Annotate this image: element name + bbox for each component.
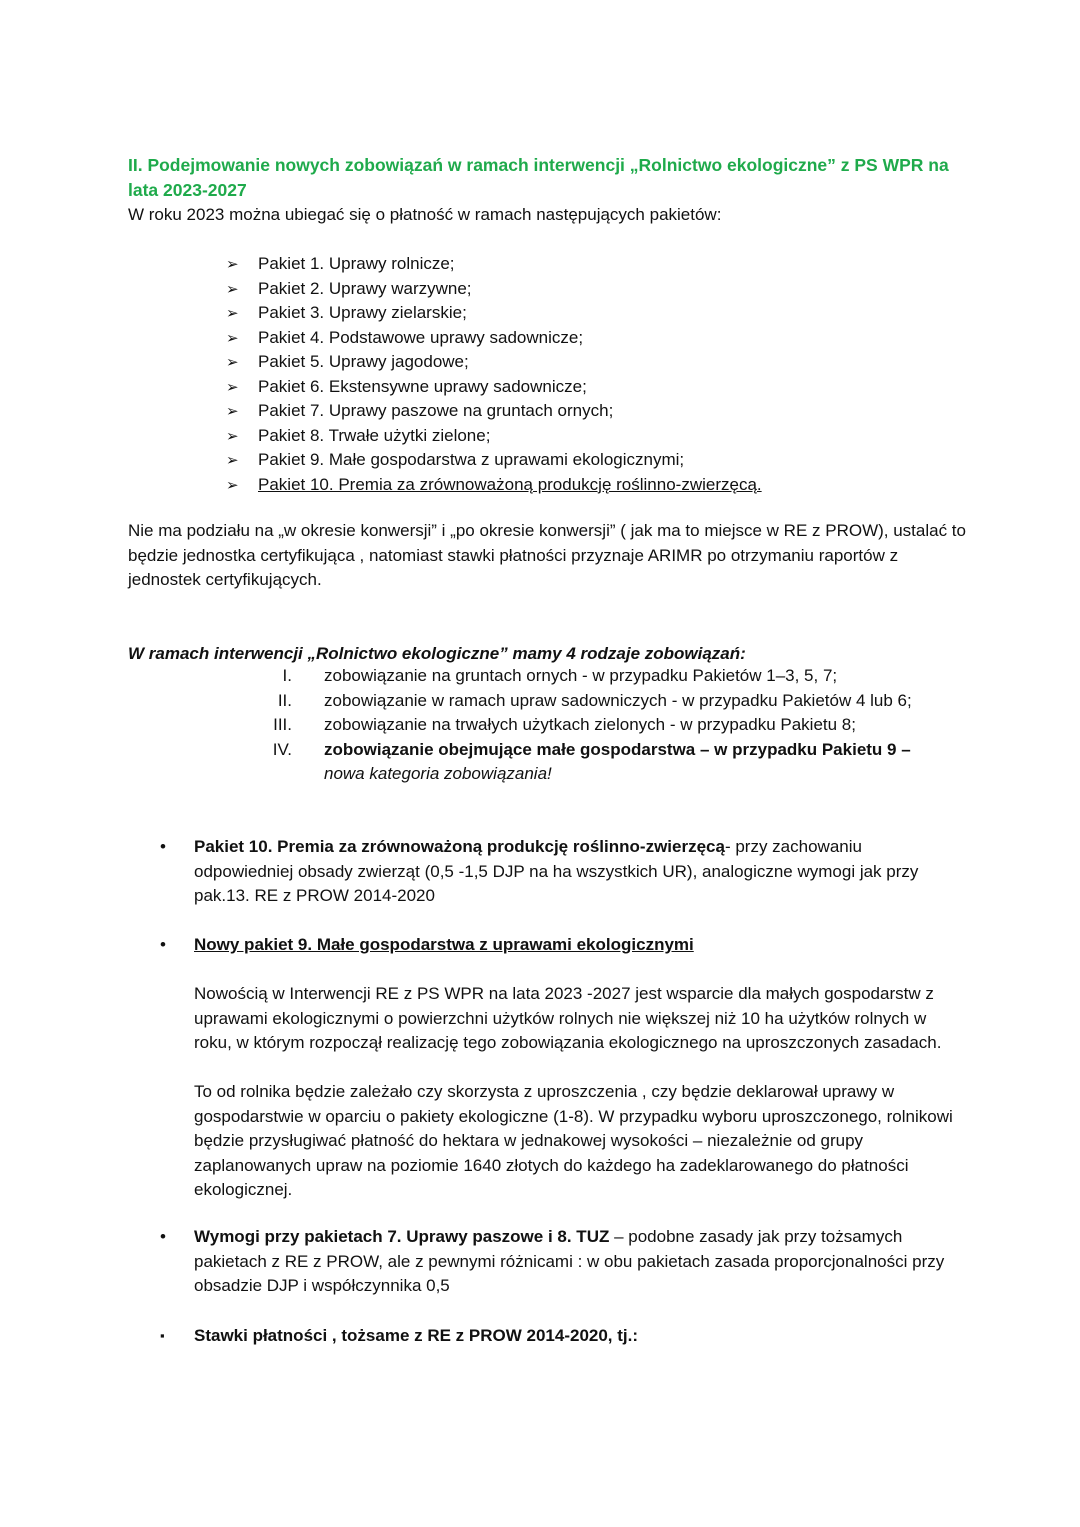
list-item: ➢ Pakiet 7. Uprawy paszowe na gruntach ornych; [226, 399, 762, 424]
arrow-bullet-icon: ➢ [226, 452, 239, 469]
list-item: ➢ Pakiet 9. Małe gospodarstwa z uprawami ekologicznymi; [226, 448, 762, 473]
list-item: ➢ Pakiet 10. Premia za zrównoważoną produkcję roślinno-zwierzęcą. [226, 473, 762, 498]
list-item: ➢ Pakiet 6. Ekstensywne uprawy sadownicze; [226, 375, 762, 400]
arrow-bullet-icon: ➢ [226, 427, 239, 445]
commitments-heading: W ramach interwencji „Rolnictwo ekologiczne” mamy 4 rodzaje zobowiązań: [128, 644, 746, 663]
bullet-package-10: • Pakiet 10. Premia za zrównoważoną produkcję roślinno-zwierzęcą- przy zachowaniu odpowiedniej obsady zwierząt (0,5 -1,5 DJP na ha wszystkich UR), analogiczne wymogi jak przy pak.13. RE z PROW 2014-2020 [160, 835, 960, 909]
list-item: ➢ Pakiet 5. Uprawy jagodowe; [226, 350, 762, 375]
list-item: IV. zobowiązanie obejmujące małe gospodarstwa – w przypadku Pakietu 9 – nowa kategoria zobowiązania! [272, 739, 911, 783]
bullet-icon: • [160, 837, 166, 856]
section-heading: II. Podejmowanie nowych zobowiązań w ramach interwencji „Rolnictwo ekologiczne” z PS WPR na lata 2023-2027 [128, 155, 949, 200]
bullet-icon: • [160, 935, 166, 954]
commitments-list [250, 664, 950, 787]
bullet-icon: • [160, 1227, 166, 1246]
list-item: I. zobowiązanie na gruntach ornych - w przypadku Pakietów 1–3, 5, 7; [282, 666, 838, 685]
bullet-requirements: • Wymogi przy pakietach 7. Uprawy paszowe i 8. TUZ – podobne zasady jak przy tożsamych pakietach z RE z PROW, ale z pewnymi różnicami : w obu pakietach zasada proporcjonalności przy obsadzie DJP i współczynnika 0,5 [160, 1225, 960, 1299]
arrow-bullet-icon: ➢ [226, 378, 239, 396]
package-9-description: Nowością w Interwencji RE z PS WPR na lata 2023 -2027 jest wsparcie dla małych gospodarstw z uprawami ekologicznymi o powierzchni użytków rolnych nie większej niż 10 ha użytków rolnych w roku, w którym rozpoczął realizację tego zobowiązania ekologicznego na uproszczonych zasadach. [194, 984, 942, 1052]
list-item: ➢ Pakiet 4. Podstawowe uprawy sadownicze; [226, 326, 762, 351]
arrow-bullet-icon: ➢ [226, 329, 239, 347]
list-item: III. zobowiązanie na trwałych użytkach zielonych - w przypadku Pakietu 8; [273, 715, 856, 734]
arrow-bullet-icon: ➢ [226, 354, 239, 371]
arrow-bullet-icon: ➢ [226, 305, 239, 322]
conversion-note: Nie ma podziału na „w okresie konwersji” i „po okresie konwersji” ( jak ma to miejsce w RE z PROW), ustalać to będzie jednostka certyfikująca , natomiast stawki płatności przyznaje ARIMR po otrzymaniu raportów z jednostek certyfikujących. [128, 521, 966, 589]
list-item: ➢ Pakiet 3. Uprawy zielarskie; [226, 301, 762, 326]
intro-paragraph: W roku 2023 można ubiegać się o płatność w ramach następujących pakietów: [128, 205, 722, 224]
list-item: ➢ Pakiet 8. Trwałe użytki zielone; [226, 424, 762, 449]
square-bullet-icon: ▪ [160, 1328, 165, 1343]
list-item: ➢ Pakiet 1. Uprawy rolnicze; [226, 252, 762, 277]
arrow-bullet-icon: ➢ [226, 256, 239, 273]
package-9-details: To od rolnika będzie zależało czy skorzysta z uproszczenia , czy będzie deklarował uprawy w gospodarstwie w oparciu o pakiety ekologiczne (1-8). W przypadku wyboru uproszczonego, rolnikowi będzie przysługiwać płatność do hektara w jednakowej wysokości – niezależnie od grupy zaplanowanych upraw na poziomie 1640 złotych do każdego ha zadeklarowanego do płatności ekologicznej. [194, 1082, 953, 1199]
arrow-bullet-icon: ➢ [226, 403, 239, 420]
list-item: II. zobowiązanie w ramach upraw sadowniczych - w przypadku Pakietów 4 lub 6; [277, 690, 912, 710]
arrow-bullet-icon: ➢ [226, 476, 239, 494]
package-list [226, 252, 762, 497]
bullet-package-9: • Nowy pakiet 9. Małe gospodarstwa z uprawami ekologicznymi [160, 933, 960, 958]
bullet-rates: ▪ Stawki płatności , tożsame z RE z PROW 2014-2020, tj.: [160, 1324, 960, 1349]
arrow-bullet-icon: ➢ [226, 280, 239, 298]
list-item: ➢ Pakiet 2. Uprawy warzywne; [226, 277, 762, 302]
